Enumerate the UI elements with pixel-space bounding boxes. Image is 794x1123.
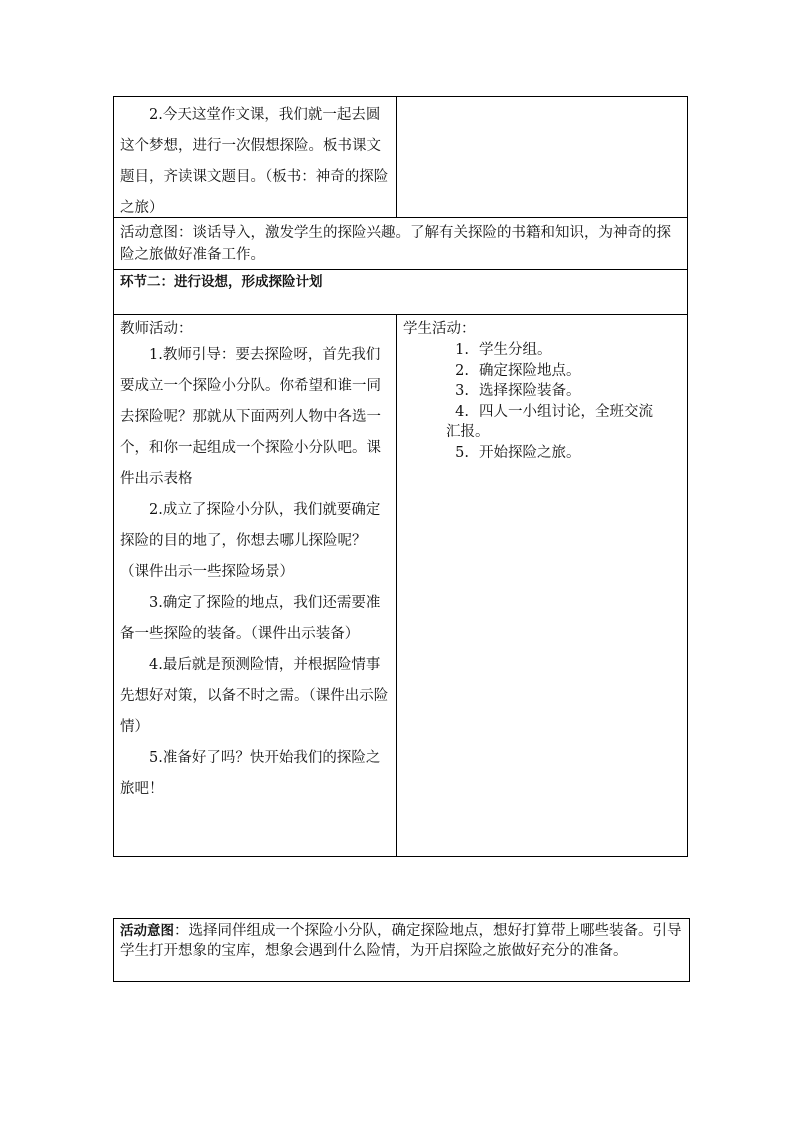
student-step: 1. 学生分组。 — [455, 342, 552, 358]
teacher-step-4: 4.最后就是预测险情，并根据险情事先想好对策，以备不时之需。（课件出示险情） — [120, 657, 389, 735]
teacher-step-1: 1.教师引导：要去探险呀，首先我们要成立一个探险小分队。你希望和谁一同去探险呢？那就从下面两列人物中各选一个，和你一起组成一个探险小分队吧。课件出示表格 — [120, 347, 381, 487]
student-activity-label: 学生活动： — [403, 321, 476, 337]
teacher-activity-cell — [114, 315, 397, 856]
section-heading: 环节二：进行设想，形成探险计划 — [120, 274, 323, 290]
student-steps-list — [397, 340, 687, 463]
teacher-step-5: 5.准备好了吗？快开始我们的探险之旅吧！ — [120, 750, 381, 797]
table-row-4 — [114, 314, 687, 856]
student-step: 2. 确定探险地点。 — [455, 362, 581, 379]
activity-intent-text-1: 活动意图：谈话导入，激发学生的探险兴趣。了解有关探险的书籍和知识，为神奇的探险之旅做好准备工作。 — [120, 225, 671, 263]
student-step: 4. 四人一小组讨论，全班交流 — [455, 403, 653, 420]
student-step-continuation: 汇报。 — [446, 424, 490, 440]
student-step: 5. 开始探险之旅。 — [455, 444, 581, 461]
row1-left-cell — [114, 97, 397, 217]
teacher-step-3: 3.确定了探险的地点，我们还需要准备一些探险的装备。（课件出示装备） — [120, 595, 381, 642]
student-step: 3. 选择探险装备。 — [455, 383, 581, 399]
teacher-activity-label: 教师活动： — [120, 321, 193, 337]
activity-intent-text-2: ：选择同伴组成一个探险小分队，确定探险地点，想好打算带上哪些装备。引导学生打开想象的宝库，想象会遇到什么险情，为开启探险之旅做好充分的准备。 — [120, 923, 682, 959]
row1-right-cell — [397, 97, 687, 217]
activity-intent-box — [113, 918, 690, 982]
student-activity-cell — [397, 315, 687, 856]
teacher-step-2: 2.成立了探险小分队，我们就要确定探险的目的地了，你想去哪儿探险呢？（课件出示一些探险场景） — [120, 502, 381, 580]
lesson-plan-table — [113, 96, 688, 857]
row1-paragraph: 2.今天这堂作文课，我们就一起去圆这个梦想，进行一次假想探险。板书课文题目，齐读课文题目。（板书：神奇的探险之旅） — [120, 107, 389, 216]
table-row-2 — [114, 217, 687, 269]
table-row-1 — [114, 97, 687, 217]
table-row-3 — [114, 269, 687, 314]
activity-intent-label: 活动意图 — [120, 923, 174, 939]
